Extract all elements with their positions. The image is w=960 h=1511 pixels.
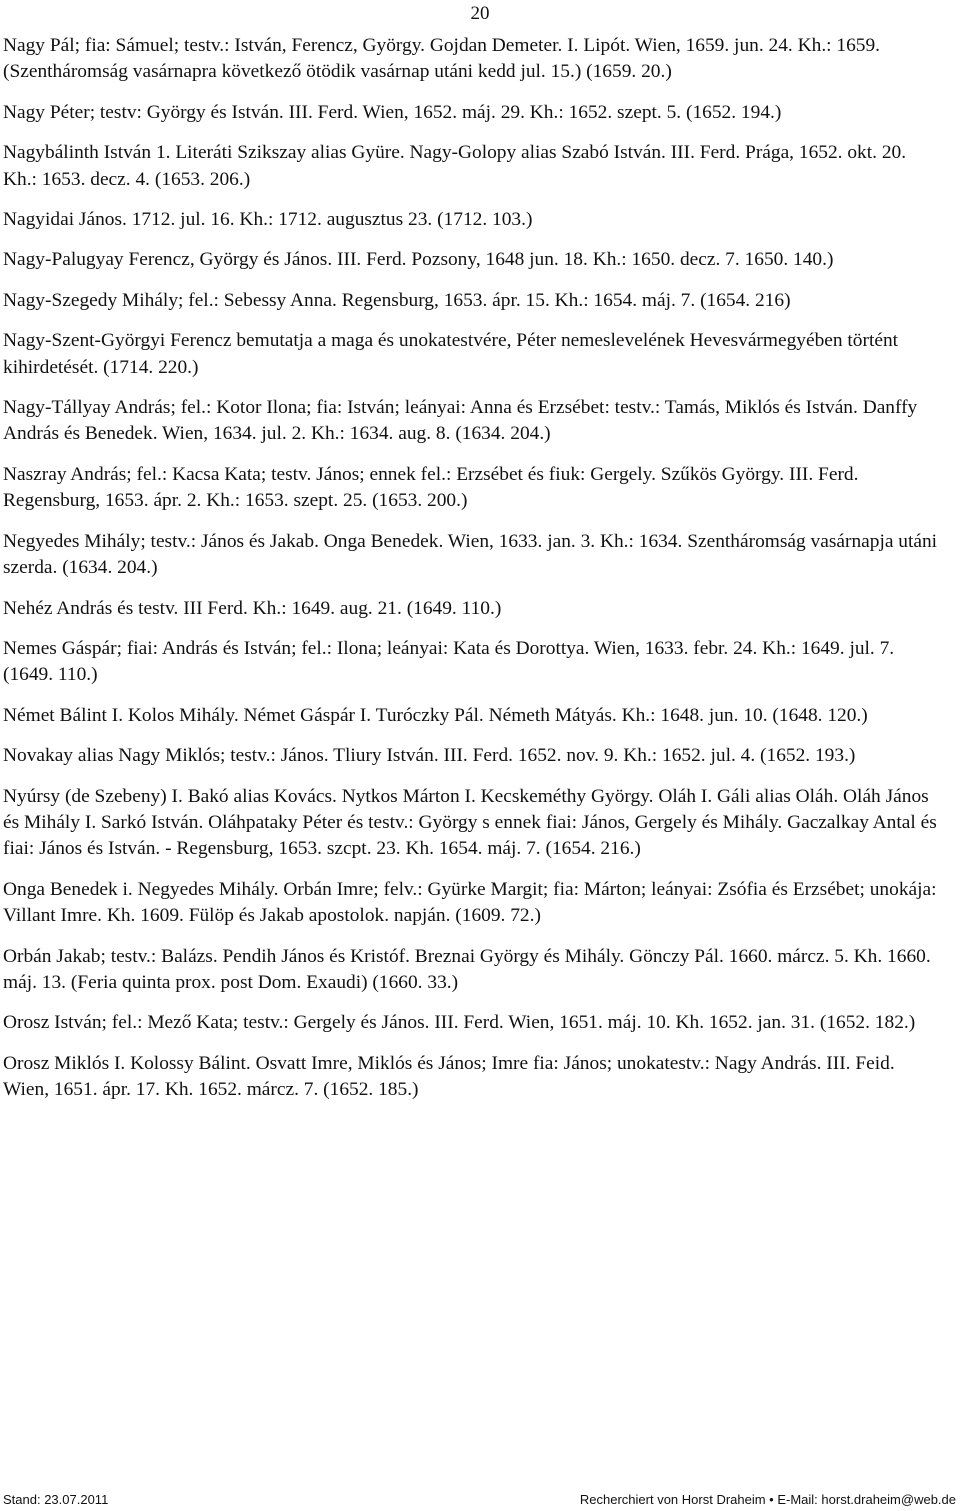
list-item: Nagyidai János. 1712. jul. 16. Kh.: 1712. augusztus 23. (1712. 103.) <box>3 209 533 231</box>
list-item: Nehéz András és testv. III Ferd. Kh.: 1649. aug. 21. (1649. 110.) <box>3 597 502 619</box>
page-footer <box>3 1490 956 1510</box>
list-item: Nagy Pál; fia: Sámuel; testv.: István, Ferencz, György. Gojdan Demeter. I. Lipót. Wien, 1659. jun. 24. Kh.: 1659. (Szentháromság vasárnapra következő ötödik vasárnap utáni kedd jul. 15.) (1659. 20.) <box>3 35 881 83</box>
list-item: Nagy-Szent-Györgyi Ferencz bemutatja a maga és unokatestvére, Péter nemeslevelének Hevesvármegyében történt kihirdetését. (1714. 220.) <box>3 330 899 378</box>
list-item: Nagy-Tállyay András; fel.: Kotor Ilona; fia: István; leányai: Anna és Erzsébet: testv.: Tamás, Miklós és István. Danffy András és Benedek. Wien, 1634. jul. 2. Kh.: 1634. aug. 8. (1634. 204.) <box>3 397 918 445</box>
list-item: Naszray András; fel.: Kacsa Kata; testv. János; ennek fel.: Erzsébet és fiuk: Gergely. Szűkös György. III. Ferd. Regensburg, 1653. ápr. 2. Kh.: 1653. szept. 25. (1653. 200.) <box>3 463 859 512</box>
list-item: Orosz István; fel.: Mező Kata; testv.: Gergely és János. III. Ferd. Wien, 1651. máj. 10. Kh. 1652. jan. 31. (1652. 182.) <box>3 1012 916 1034</box>
list-item: Orbán Jakab; testv.: Balázs. Pendih János és Kristóf. Breznai György és Mihály. Gönczy Pál. 1660. márcz. 5. Kh. 1660. máj. 13. (Feria quinta prox. post Dom. Exaudi) (1660. 33.) <box>3 945 931 993</box>
footer-date: Stand: 23.07.2011 <box>3 1492 109 1507</box>
list-item: Német Bálint I. Kolos Mihály. Német Gáspár I. Turóczky Pál. Németh Mátyás. Kh.: 1648. jun. 10. (1648. 120.) <box>3 704 868 726</box>
list-item: Onga Benedek i. Negyedes Mihály. Orbán Imre; felv.: Gyürke Margit; fia: Márton; leányai: Zsófia és Erzsébet; unokája: Villant Imre. Kh. 1609. Fülöp és Jakab apostolok. napján. (1609. 72.) <box>3 878 937 927</box>
list-item: Nagy-Palugyay Ferencz, György és János. III. Ferd. Pozsony, 1648 jun. 18. Kh.: 1650. decz. 7. 1650. 140.) <box>3 249 834 271</box>
list-item: Nagybálinth István 1. Literáti Szikszay alias Gyüre. Nagy-Golopy alias Szabó István. III. Ferd. Prága, 1652. okt. 20. Kh.: 1653. decz. 4. (1653. 206.) <box>3 142 907 190</box>
list-item: Nemes Gáspár; fiai: András és István; fel.: Ilona; leányai: Kata és Dorottya. Wien, 1633. febr. 24. Kh.: 1649. jul. 7. (1649. 110.) <box>3 637 895 686</box>
list-item: Nagy-Szegedy Mihály; fel.: Sebessy Anna. Regensburg, 1653. ápr. 15. Kh.: 1654. máj. 7. (1654. 216) <box>3 289 791 311</box>
list-item: Negyedes Mihály; testv.: János és Jakab. Onga Benedek. Wien, 1633. jan. 3. Kh.: 1634. Szentháromság vasárnapja utáni szerda. (1634. 204.) <box>3 530 938 579</box>
list-item: Nyúrsy (de Szebeny) I. Bakó alias Kovács. Nytkos Márton I. Kecskeméthy György. Oláh I. Gáli alias Oláh. Oláh János és Mihály I. Sarkó István. Oláhpataky Péter és testv.: György s ennek fiai: János, Gergely és Mihály. Gaczalkay Antal és fiai: János és István. - Regensburg, 1653. szcpt. 23. Kh. 1654. máj. 7. (1654. 216.) <box>3 785 937 860</box>
entry-list <box>3 33 943 1118</box>
list-item: Nagy Péter; testv: György és István. III. Ferd. Wien, 1652. máj. 29. Kh.: 1652. szept. 5. (1652. 194.) <box>3 101 782 123</box>
page-number: 20 <box>470 3 490 24</box>
list-item: Novakay alias Nagy Miklós; testv.: János. Tliury István. III. Ferd. 1652. nov. 9. Kh.: 1652. jul. 4. (1652. 193.) <box>3 745 856 767</box>
list-item: Orosz Miklós I. Kolossy Bálint. Osvatt Imre, Miklós és János; Imre fia: János; unokatestv.: Nagy András. III. Feid. Wien, 1651. ápr. 17. Kh. 1652. márcz. 7. (1652. 185.) <box>3 1052 895 1101</box>
footer-credit: Recherchiert von Horst Draheim • E-Mail: horst.draheim@web.de <box>579 1492 956 1507</box>
